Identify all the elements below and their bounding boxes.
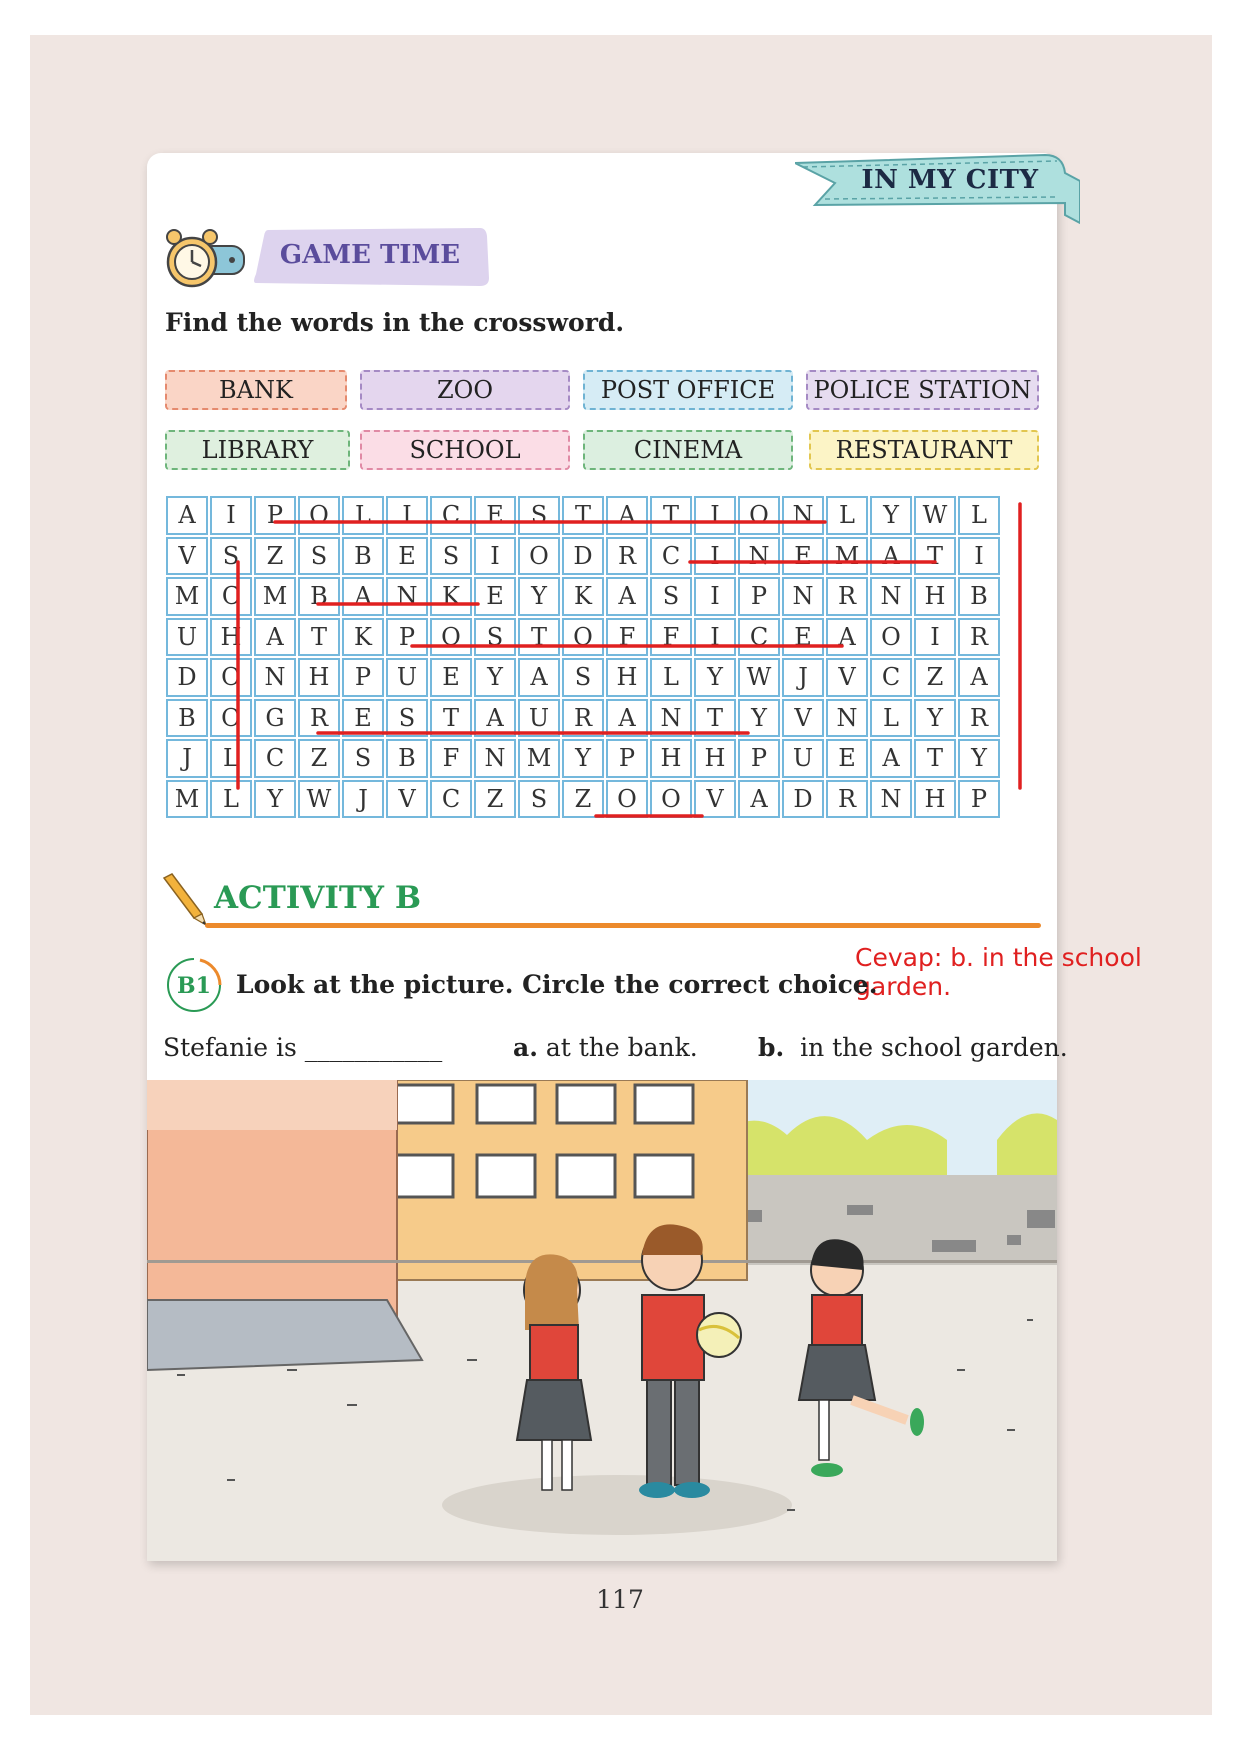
grid-cell: A bbox=[826, 618, 868, 657]
grid-cell: S bbox=[650, 577, 692, 616]
grid-cell: E bbox=[386, 537, 428, 576]
grid-cell: W bbox=[298, 780, 340, 819]
grid-cell: A bbox=[738, 780, 780, 819]
grid-cell: V bbox=[826, 658, 868, 697]
grid-cell: P bbox=[606, 739, 648, 778]
grid-cell: R bbox=[298, 699, 340, 738]
grid-cell: A bbox=[606, 699, 648, 738]
grid-cell: Y bbox=[958, 739, 1000, 778]
grid-cell: T bbox=[694, 699, 736, 738]
grid-cell: E bbox=[826, 739, 868, 778]
grid-cell: L bbox=[210, 780, 252, 819]
grid-cell: K bbox=[342, 618, 384, 657]
grid-cell: Z bbox=[914, 658, 956, 697]
grid-cell: E bbox=[474, 577, 516, 616]
word-chip-library: LIBRARY bbox=[165, 430, 350, 470]
grid-cell: R bbox=[826, 577, 868, 616]
grid-cell: P bbox=[738, 739, 780, 778]
grid-cell: I bbox=[958, 537, 1000, 576]
grid-cell: C bbox=[210, 577, 252, 616]
grid-cell: Y bbox=[694, 658, 736, 697]
grid-cell: Y bbox=[870, 496, 912, 535]
grid-cell: H bbox=[210, 618, 252, 657]
page-number: 117 bbox=[596, 1585, 644, 1614]
grid-cell: D bbox=[562, 537, 604, 576]
grid-cell: N bbox=[386, 577, 428, 616]
grid-cell: C bbox=[430, 780, 472, 819]
grid-cell: L bbox=[958, 496, 1000, 535]
grid-cell: C bbox=[870, 658, 912, 697]
grid-cell: F bbox=[430, 739, 472, 778]
grid-cell: R bbox=[826, 780, 868, 819]
grid-cell: A bbox=[474, 699, 516, 738]
grid-cell: I bbox=[474, 537, 516, 576]
grid-cell: T bbox=[914, 739, 956, 778]
grid-cell: R bbox=[562, 699, 604, 738]
grid-cell: V bbox=[694, 780, 736, 819]
grid-cell: S bbox=[342, 739, 384, 778]
grid-cell: T bbox=[518, 618, 560, 657]
grid-cell: M bbox=[518, 739, 560, 778]
grid-cell: R bbox=[958, 618, 1000, 657]
option-a-text: at the bank. bbox=[545, 1033, 698, 1062]
grid-cell: N bbox=[870, 780, 912, 819]
grid-cell: S bbox=[298, 537, 340, 576]
grid-cell: A bbox=[606, 496, 648, 535]
grid-cell: C bbox=[254, 739, 296, 778]
grid-cell: E bbox=[342, 699, 384, 738]
alarm-clock-icon bbox=[162, 228, 248, 292]
option-a[interactable] bbox=[513, 1033, 698, 1062]
grid-cell: T bbox=[562, 496, 604, 535]
grid-cell: P bbox=[958, 780, 1000, 819]
grid-row bbox=[166, 658, 1000, 697]
grid-cell: A bbox=[870, 537, 912, 576]
grid-cell: V bbox=[166, 537, 208, 576]
grid-cell: O bbox=[606, 780, 648, 819]
grid-cell: Z bbox=[254, 537, 296, 576]
grid-cell: O bbox=[738, 496, 780, 535]
grid-cell: B bbox=[386, 739, 428, 778]
instruction-text: Find the words in the crossword. bbox=[165, 308, 625, 337]
grid-cell: B bbox=[166, 699, 208, 738]
grid-cell: N bbox=[782, 577, 824, 616]
word-chip-cinema: CINEMA bbox=[583, 430, 793, 470]
grid-cell: H bbox=[606, 658, 648, 697]
grid-cell: E bbox=[782, 618, 824, 657]
option-b[interactable] bbox=[758, 1033, 1068, 1062]
grid-cell: F bbox=[650, 618, 692, 657]
word-chip-police-station: POLICE STATION bbox=[806, 370, 1039, 410]
grid-cell: E bbox=[430, 658, 472, 697]
grid-cell: A bbox=[342, 577, 384, 616]
grid-cell: H bbox=[914, 577, 956, 616]
grid-cell: C bbox=[738, 618, 780, 657]
grid-cell: M bbox=[826, 537, 868, 576]
grid-cell: J bbox=[782, 658, 824, 697]
grid-cell: M bbox=[166, 780, 208, 819]
answer-annotation: Cevap: b. in the school garden. bbox=[855, 943, 1142, 1001]
grid-cell: S bbox=[518, 496, 560, 535]
grid-cell: H bbox=[298, 658, 340, 697]
grid-cell: M bbox=[254, 577, 296, 616]
grid-cell: Z bbox=[298, 739, 340, 778]
grid-cell: O bbox=[518, 537, 560, 576]
grid-cell: S bbox=[562, 658, 604, 697]
section-title: IN MY CITY bbox=[861, 165, 1039, 195]
grid-row bbox=[166, 618, 1000, 657]
grid-cell: U bbox=[518, 699, 560, 738]
grid-cell: W bbox=[738, 658, 780, 697]
grid-cell: I bbox=[694, 496, 736, 535]
grid-cell: L bbox=[826, 496, 868, 535]
grid-cell: I bbox=[386, 496, 428, 535]
grid-row bbox=[166, 739, 1000, 778]
grid-cell: L bbox=[870, 699, 912, 738]
grid-cell: P bbox=[342, 658, 384, 697]
grid-cell: Z bbox=[474, 780, 516, 819]
option-b-letter: b. bbox=[758, 1033, 785, 1062]
grid-cell: M bbox=[166, 577, 208, 616]
grid-cell: S bbox=[430, 537, 472, 576]
grid-cell: V bbox=[386, 780, 428, 819]
grid-cell: I bbox=[694, 537, 736, 576]
grid-cell: I bbox=[210, 496, 252, 535]
grid-cell: P bbox=[738, 577, 780, 616]
grid-cell: S bbox=[474, 618, 516, 657]
grid-cell: N bbox=[650, 699, 692, 738]
game-time-label: GAME TIME bbox=[279, 240, 461, 270]
grid-cell: U bbox=[166, 618, 208, 657]
grid-cell: S bbox=[518, 780, 560, 819]
option-a-letter: a. bbox=[513, 1033, 538, 1062]
grid-cell: C bbox=[430, 496, 472, 535]
grid-cell: Y bbox=[474, 658, 516, 697]
sentence-blank: Stefanie is ___________ bbox=[163, 1033, 443, 1062]
grid-cell: T bbox=[298, 618, 340, 657]
grid-cell: N bbox=[254, 658, 296, 697]
grid-cell: J bbox=[342, 780, 384, 819]
grid-cell: U bbox=[782, 739, 824, 778]
grid-cell: P bbox=[254, 496, 296, 535]
grid-row bbox=[166, 577, 1000, 616]
grid-cell: O bbox=[430, 618, 472, 657]
grid-cell: E bbox=[474, 496, 516, 535]
grid-cell: K bbox=[430, 577, 472, 616]
grid-cell: L bbox=[210, 739, 252, 778]
grid-cell: Y bbox=[562, 739, 604, 778]
grid-cell: T bbox=[650, 496, 692, 535]
activity-underline bbox=[205, 923, 1041, 928]
word-chip-restaurant: RESTAURANT bbox=[809, 430, 1039, 470]
grid-cell: A bbox=[518, 658, 560, 697]
grid-cell: O bbox=[210, 699, 252, 738]
pencil-icon bbox=[160, 872, 210, 927]
grid-cell: H bbox=[694, 739, 736, 778]
grid-cell: U bbox=[386, 658, 428, 697]
grid-cell: Y bbox=[914, 699, 956, 738]
grid-cell: C bbox=[650, 537, 692, 576]
grid-cell: B bbox=[342, 537, 384, 576]
grid-cell: N bbox=[826, 699, 868, 738]
grid-cell: D bbox=[166, 658, 208, 697]
grid-cell: A bbox=[254, 618, 296, 657]
grid-cell: O bbox=[562, 618, 604, 657]
grid-cell: V bbox=[782, 699, 824, 738]
grid-cell: R bbox=[606, 537, 648, 576]
grid-cell: N bbox=[738, 537, 780, 576]
grid-cell: O bbox=[298, 496, 340, 535]
grid-row bbox=[166, 699, 1000, 738]
option-b-text: in the school garden. bbox=[800, 1033, 1068, 1062]
grid-cell: T bbox=[914, 537, 956, 576]
grid-cell: L bbox=[342, 496, 384, 535]
grid-cell: H bbox=[650, 739, 692, 778]
grid-cell: G bbox=[254, 699, 296, 738]
grid-cell: W bbox=[914, 496, 956, 535]
grid-cell: H bbox=[914, 780, 956, 819]
word-chip-school: SCHOOL bbox=[360, 430, 570, 470]
grid-cell: Y bbox=[254, 780, 296, 819]
grid-row bbox=[166, 780, 1000, 819]
grid-cell: I bbox=[914, 618, 956, 657]
grid-cell: R bbox=[958, 699, 1000, 738]
grid-cell: Z bbox=[562, 780, 604, 819]
grid-cell: I bbox=[694, 618, 736, 657]
word-chip-bank: BANK bbox=[165, 370, 347, 410]
grid-cell: S bbox=[386, 699, 428, 738]
word-search-grid bbox=[164, 494, 1002, 820]
grid-cell: O bbox=[870, 618, 912, 657]
grid-cell: S bbox=[210, 537, 252, 576]
grid-cell: A bbox=[606, 577, 648, 616]
word-chip-post-office: POST OFFICE bbox=[583, 370, 793, 410]
grid-cell: O bbox=[210, 658, 252, 697]
grid-cell: P bbox=[386, 618, 428, 657]
grid-cell: F bbox=[606, 618, 648, 657]
grid-cell: L bbox=[650, 658, 692, 697]
grid-cell: N bbox=[870, 577, 912, 616]
grid-cell: O bbox=[650, 780, 692, 819]
grid-cell: Y bbox=[518, 577, 560, 616]
grid-cell: D bbox=[782, 780, 824, 819]
grid-cell: K bbox=[562, 577, 604, 616]
grid-cell: N bbox=[782, 496, 824, 535]
grid-cell: A bbox=[958, 658, 1000, 697]
grid-cell: N bbox=[474, 739, 516, 778]
grid-cell: A bbox=[166, 496, 208, 535]
grid-cell: J bbox=[166, 739, 208, 778]
grid-cell: I bbox=[694, 577, 736, 616]
b1-label: B1 bbox=[177, 973, 211, 999]
grid-cell: E bbox=[782, 537, 824, 576]
question-text: Look at the picture. Circle the correct choice. bbox=[236, 970, 878, 999]
grid-cell: B bbox=[958, 577, 1000, 616]
grid-cell: Y bbox=[738, 699, 780, 738]
word-chip-zoo: ZOO bbox=[360, 370, 570, 410]
school-yard-illustration bbox=[147, 1080, 1057, 1561]
grid-row bbox=[166, 537, 1000, 576]
grid-cell: A bbox=[870, 739, 912, 778]
activity-title: ACTIVITY B bbox=[214, 880, 422, 916]
grid-row bbox=[166, 496, 1000, 535]
grid-cell: B bbox=[298, 577, 340, 616]
grid-cell: T bbox=[430, 699, 472, 738]
